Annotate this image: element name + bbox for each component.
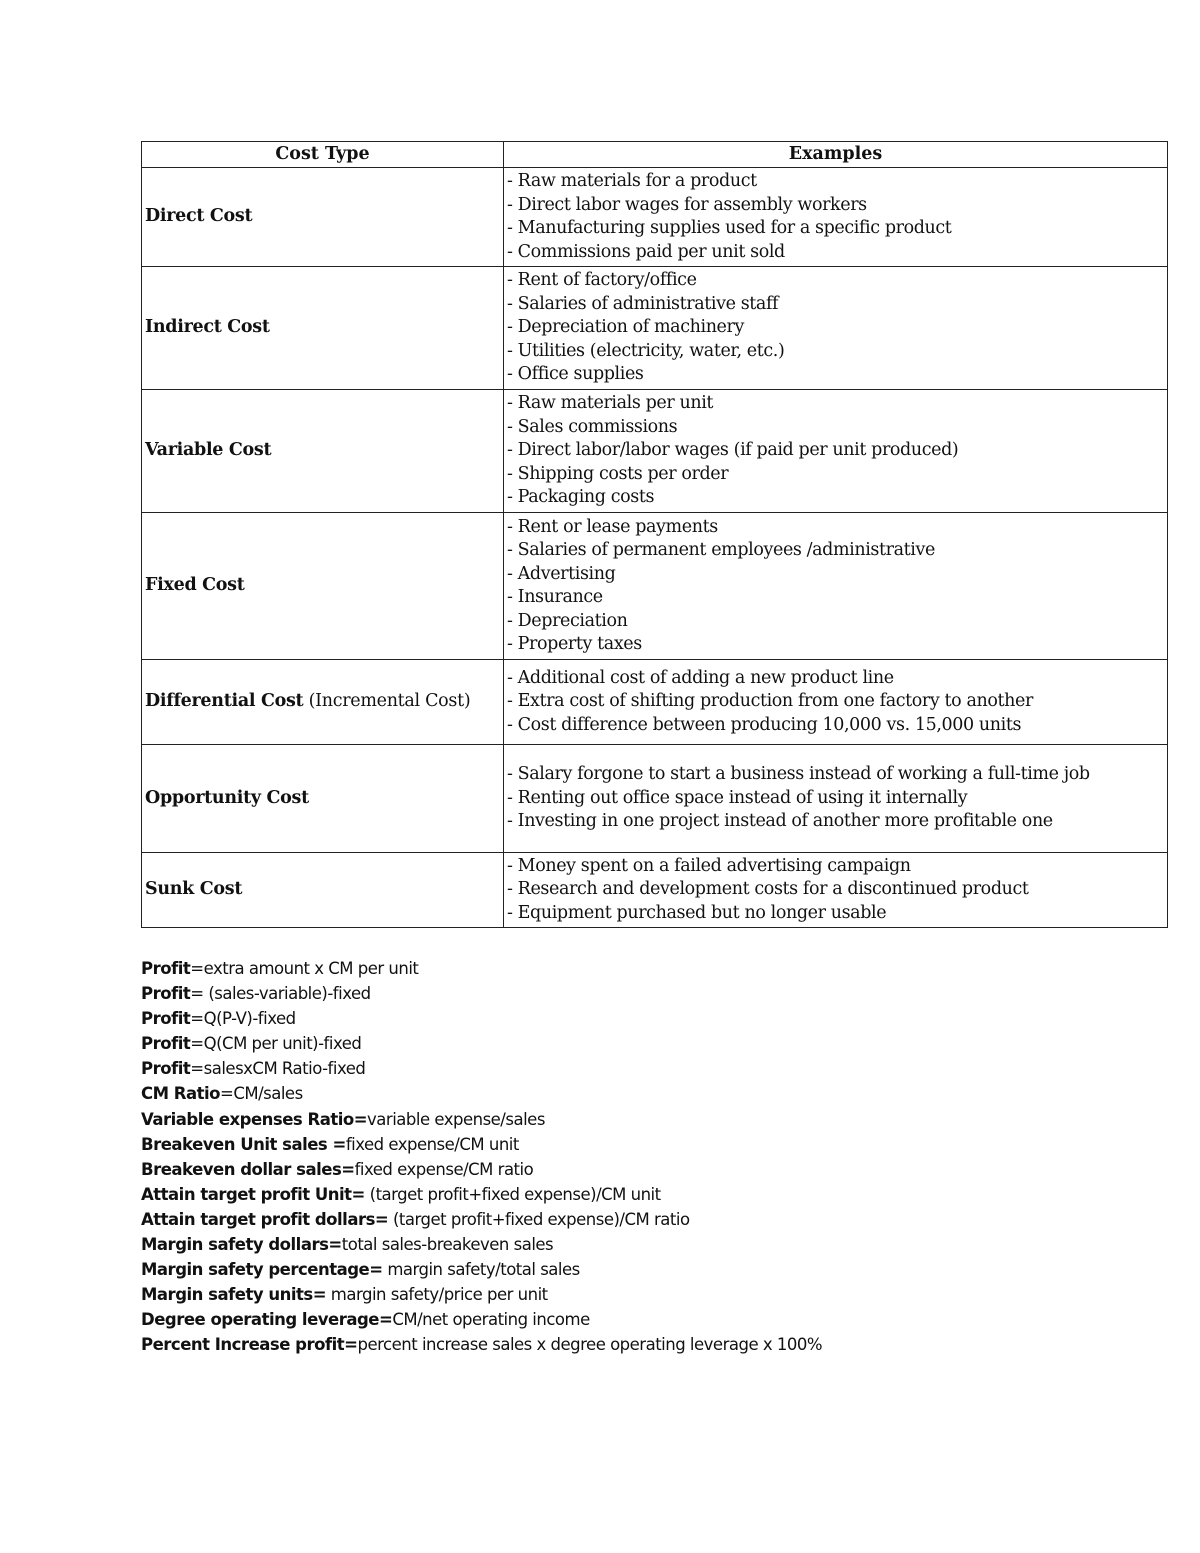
- table-row: [142, 168, 1168, 267]
- example-item: - Direct labor wages for assembly workers: [507, 194, 867, 215]
- examples-cell: [504, 853, 1168, 928]
- cost-type-name: Indirect Cost: [145, 317, 270, 338]
- formula-label: Profit: [141, 1034, 191, 1054]
- formula-text: (target profit+fixed expense)/CM unit: [364, 1184, 661, 1204]
- cost-type-name: Opportunity Cost: [145, 787, 309, 808]
- examples-cell: [504, 390, 1168, 513]
- table-row: [142, 660, 1168, 745]
- example-item: - Research and development costs for a discontinued product: [507, 879, 1029, 900]
- formula-label: Profit: [141, 1009, 191, 1029]
- formula-text: percent increase sales x degree operating leverage x 100%: [357, 1335, 823, 1355]
- formula-line: [141, 1081, 1041, 1106]
- formula-label: Variable expenses Ratio=: [141, 1109, 368, 1129]
- formula-text: =CM/sales: [220, 1084, 303, 1104]
- example-item: - Rent of factory/office: [507, 270, 697, 291]
- example-item: - Salary forgone to start a business instead of working a full-time job: [507, 764, 1090, 785]
- example-item: - Utilities (electricity, water, etc.): [507, 340, 785, 361]
- example-item: - Raw materials for a product: [507, 171, 757, 191]
- examples-cell: [504, 660, 1168, 745]
- formula-label: Degree operating leverage=: [141, 1310, 393, 1330]
- formula-line: [141, 956, 1041, 981]
- formula-line: [141, 1107, 1041, 1132]
- formula-text: CM/net operating income: [392, 1310, 590, 1330]
- example-item: - Office supplies: [507, 364, 644, 385]
- formula-label: Margin safety percentage=: [141, 1260, 383, 1280]
- example-item: - Depreciation: [507, 610, 628, 631]
- formula-line: [141, 1157, 1041, 1182]
- header-examples: Examples: [504, 142, 1168, 168]
- formula-text: = (sales-variable)-fixed: [190, 984, 371, 1004]
- example-item: - Salaries of permanent employees /administrative: [507, 540, 935, 560]
- formula-text: fixed expense/CM ratio: [354, 1159, 534, 1179]
- formula-list: [141, 956, 1041, 1358]
- example-item: - Additional cost of adding a new product line: [507, 667, 894, 688]
- formula-line: [141, 1132, 1041, 1157]
- cost-type-cell: [142, 660, 504, 745]
- example-item: - Depreciation of machinery: [507, 317, 744, 338]
- cost-type-name: Direct Cost: [145, 206, 253, 227]
- example-item: - Money spent on a failed advertising campaign: [507, 855, 911, 876]
- formula-line: [141, 1307, 1041, 1332]
- formula-line: [141, 981, 1041, 1006]
- example-item: - Shipping costs per order: [507, 463, 729, 484]
- example-item: - Cost difference between producing 10,000 vs. 15,000 units: [507, 714, 1022, 735]
- formula-label: CM Ratio: [141, 1084, 220, 1104]
- cost-type-cell: [142, 853, 504, 928]
- cost-type-cell: [142, 168, 504, 267]
- cost-type-cell: [142, 513, 504, 660]
- formula-line: [141, 1031, 1041, 1056]
- formula-line: [141, 1232, 1041, 1257]
- formula-line: [141, 1282, 1041, 1307]
- formula-line: [141, 1207, 1041, 1232]
- formula-label: Attain target profit dollars=: [141, 1209, 389, 1229]
- formula-text: variable expense/sales: [367, 1109, 545, 1129]
- example-item: - Insurance: [507, 587, 603, 607]
- cost-type-note: (Incremental Cost): [303, 691, 471, 712]
- formula-line: [141, 1332, 1041, 1357]
- formula-label: Breakeven Unit sales =: [141, 1134, 346, 1154]
- formula-text: =salesxCM Ratio-fixed: [190, 1059, 366, 1079]
- formula-label: Margin safety units=: [141, 1285, 327, 1305]
- formula-text: (target profit+fixed expense)/CM ratio: [388, 1209, 690, 1229]
- examples-cell: [504, 745, 1168, 853]
- formula-label: Profit: [141, 959, 191, 978]
- example-item: - Rent or lease payments: [507, 516, 718, 537]
- table-row: [142, 853, 1168, 928]
- cost-type-name: Variable Cost: [145, 440, 272, 461]
- formula-text: =extra amount x CM per unit: [190, 959, 419, 978]
- formula-text: =Q(P-V)-fixed: [190, 1009, 296, 1029]
- example-item: - Direct labor/labor wages (if paid per unit produced): [507, 440, 959, 461]
- example-item: - Packaging costs: [507, 487, 655, 508]
- example-item: - Renting out office space instead of using it internally: [507, 787, 968, 808]
- formula-text: =Q(CM per unit)-fixed: [190, 1034, 362, 1054]
- cost-type-table: [141, 141, 1168, 928]
- example-item: - Sales commissions: [507, 416, 678, 437]
- formula-label: Attain target profit Unit=: [141, 1184, 365, 1204]
- example-item: - Property taxes: [507, 634, 642, 654]
- formula-label: Profit: [141, 1059, 191, 1079]
- formula-text: margin safety/price per unit: [326, 1285, 548, 1305]
- examples-cell: [504, 267, 1168, 390]
- examples-cell: [504, 168, 1168, 267]
- formula-line: [141, 1257, 1041, 1282]
- examples-cell: [504, 513, 1168, 660]
- example-item: - Commissions paid per unit sold: [507, 241, 785, 262]
- header-cost-type: Cost Type: [142, 142, 504, 168]
- table-row: [142, 513, 1168, 660]
- formula-text: fixed expense/CM unit: [345, 1134, 519, 1154]
- formula-line: [141, 1006, 1041, 1031]
- table-header-row: [142, 142, 1168, 168]
- example-item: - Salaries of administrative staff: [507, 293, 779, 314]
- formula-label: Profit: [141, 984, 191, 1004]
- formula-text: margin safety/total sales: [382, 1260, 580, 1280]
- formula-line: [141, 1056, 1041, 1081]
- table-row: [142, 390, 1168, 513]
- table-row: [142, 267, 1168, 390]
- formula-line: [141, 1182, 1041, 1207]
- example-item: - Extra cost of shifting production from one factory to another: [507, 691, 1033, 712]
- cost-type-cell: [142, 390, 504, 513]
- formula-label: Breakeven dollar sales=: [141, 1159, 355, 1179]
- cost-type-cell: [142, 745, 504, 853]
- cost-type-name: Fixed Cost: [145, 575, 245, 596]
- example-item: - Manufacturing supplies used for a specific product: [507, 218, 952, 238]
- formula-label: Percent Increase profit=: [141, 1335, 358, 1355]
- example-item: - Investing in one project instead of another more profitable one: [507, 811, 1053, 832]
- example-item: - Raw materials per unit: [507, 393, 714, 414]
- table-row: [142, 745, 1168, 853]
- cost-type-name: Differential Cost: [145, 691, 304, 712]
- formula-text: total sales-breakeven sales: [341, 1235, 554, 1255]
- cost-type-cell: [142, 267, 504, 390]
- cost-type-name: Sunk Cost: [145, 879, 243, 900]
- example-item: - Advertising: [507, 563, 616, 584]
- example-item: - Equipment purchased but no longer usable: [507, 902, 887, 923]
- formula-label: Margin safety dollars=: [141, 1235, 342, 1255]
